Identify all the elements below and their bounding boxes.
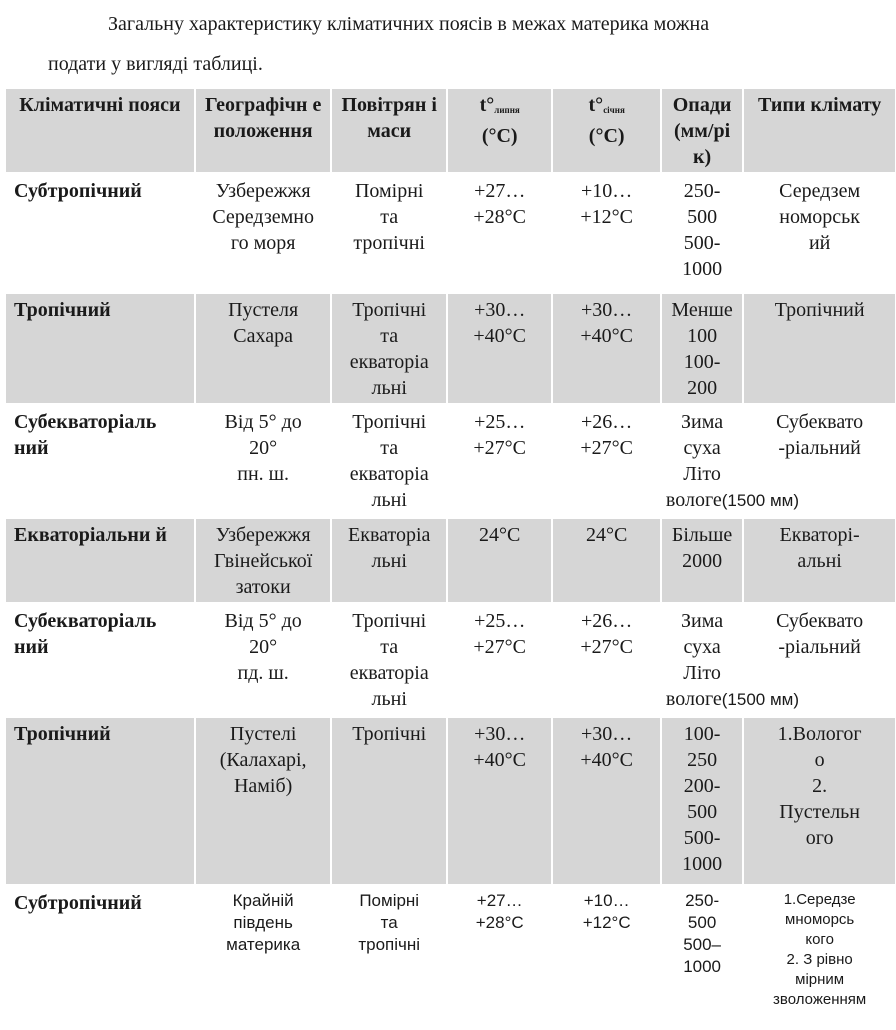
tjul-line: +28°C xyxy=(473,206,527,228)
precip-line: 200- xyxy=(683,775,721,797)
tjan-line: +12°C xyxy=(580,206,633,228)
air-line: та xyxy=(380,636,399,658)
precip-line: 500- xyxy=(683,232,721,254)
zone-cell: Тропічний xyxy=(6,294,194,403)
precip-cell xyxy=(662,519,742,602)
type-line: о xyxy=(814,749,825,771)
geo-cell xyxy=(196,605,331,715)
header-geo: Географічн е положення xyxy=(196,89,331,172)
header-t-july xyxy=(448,89,551,172)
air-cell xyxy=(332,605,446,715)
t-july-cell xyxy=(448,294,551,403)
t-july-cell xyxy=(448,718,551,884)
precip-line: 1000 xyxy=(682,258,723,280)
air-cell xyxy=(332,175,446,291)
precip-wet-line xyxy=(665,487,800,513)
tjan-line: +40°C xyxy=(580,325,633,347)
precip-wet-label: вологе xyxy=(665,688,722,710)
header-t-jan-sub: січня xyxy=(603,105,625,115)
air-cell xyxy=(332,406,446,516)
t-july-cell xyxy=(448,406,551,516)
tjul-line: +30… xyxy=(474,299,526,321)
tjul-line: +25… xyxy=(474,411,526,433)
air-line: льні xyxy=(371,489,407,511)
precip-line: 500 xyxy=(687,913,717,932)
precip-line: суха xyxy=(683,437,721,459)
type-line: Тропічний xyxy=(774,299,865,321)
air-line: та xyxy=(380,325,399,347)
tjul-line: +30… xyxy=(474,723,526,745)
precip-line: 250- xyxy=(683,180,721,202)
geo-line: (Калахарі, xyxy=(219,749,307,771)
geo-cell xyxy=(196,406,331,516)
air-cell xyxy=(332,887,446,1027)
geo-line: 20° xyxy=(249,437,278,459)
precip-line: 100 xyxy=(687,325,718,347)
precip-line: 2000 xyxy=(682,550,723,572)
geo-line: Пустеля xyxy=(228,299,299,321)
table-row xyxy=(6,605,895,715)
type-line: номорськ xyxy=(779,206,860,228)
tjul-line: +40°C xyxy=(473,325,527,347)
tjul-line: +27°C xyxy=(473,636,527,658)
tjan-line: +26… xyxy=(581,411,633,433)
tjan-line: +27°C xyxy=(580,636,633,658)
precip-line: 100- xyxy=(683,351,721,373)
air-line: льні xyxy=(371,377,407,399)
air-cell xyxy=(332,718,446,884)
type-line: -ріальний xyxy=(778,636,861,658)
precip-line: Більше xyxy=(671,524,733,546)
precip-line: 200 xyxy=(687,377,718,399)
geo-line: материка xyxy=(226,935,301,954)
type-line: 1.Вологог xyxy=(777,723,862,745)
air-line: та xyxy=(380,206,399,228)
air-line: екваторіа xyxy=(349,351,429,373)
tjan-line: +12°C xyxy=(582,913,631,932)
zone-cell: Субтропічний xyxy=(6,175,194,291)
precip-cell xyxy=(662,294,742,403)
precip-wet-line xyxy=(665,686,800,712)
tjul-line: +27… xyxy=(474,180,526,202)
header-t-july-unit: (°C) xyxy=(481,125,518,147)
precip-line: 100- xyxy=(683,723,721,745)
type-line: Середзем xyxy=(779,180,861,202)
header-t-july-sub: липня xyxy=(494,105,520,115)
geo-line: Наміб) xyxy=(233,775,293,797)
geo-line: Пустелі xyxy=(229,723,297,745)
geo-line: Сахара xyxy=(233,325,293,347)
header-zone: Кліматичні пояси xyxy=(6,89,194,172)
precip-cell xyxy=(662,887,742,1027)
type-line: мноморсь xyxy=(785,911,855,928)
geo-line: пн. ш. xyxy=(237,463,290,485)
climate-type-cell xyxy=(744,175,895,291)
t-july-cell xyxy=(448,887,551,1027)
precip-line: 1000 xyxy=(682,853,723,875)
table-row xyxy=(6,887,895,1027)
tjul-line: +27… xyxy=(476,891,523,910)
precip-line: 250 xyxy=(687,749,718,771)
geo-line: го моря xyxy=(230,232,296,254)
type-line: альні xyxy=(797,550,842,572)
t-jan-cell xyxy=(553,887,659,1027)
tjan-line: 24°C xyxy=(586,524,628,546)
t-july-cell xyxy=(448,605,551,715)
precip-cell xyxy=(662,605,800,715)
tjan-line: +30… xyxy=(581,723,633,745)
type-line: кого xyxy=(805,931,834,948)
precip-line: 250- xyxy=(685,891,720,910)
zone-cell: Субтропічний xyxy=(6,887,194,1027)
geo-line: Крайній xyxy=(232,891,294,910)
geo-line: затоки xyxy=(235,576,291,598)
geo-line: 20° xyxy=(249,636,278,658)
type-line: 2. З рівно xyxy=(786,951,853,968)
air-cell xyxy=(332,294,446,403)
precip-line: 500 xyxy=(687,206,718,228)
zone-cell: Субекваторіаль ний xyxy=(6,406,194,516)
intro-line-1: Загальну характеристику кліматичних поясів в межах материка можна xyxy=(108,13,710,35)
type-line: Пустельн xyxy=(779,801,861,823)
table-header-row xyxy=(6,89,895,172)
header-t-jan-main: t° xyxy=(588,94,604,116)
tjul-line: +28°C xyxy=(475,913,524,932)
precip-line: 1000 xyxy=(683,957,722,976)
geo-line: Гвінейської xyxy=(213,550,313,572)
air-line: Тропічні xyxy=(352,411,427,433)
zone-cell: Екваторіальни й xyxy=(6,519,194,602)
tjul-line: +27°C xyxy=(473,437,527,459)
precip-cell xyxy=(662,175,742,291)
zone-cell: Субекваторіаль ний xyxy=(6,605,194,715)
air-line: Тропічні xyxy=(352,610,427,632)
tjan-line: +27°C xyxy=(580,437,633,459)
air-line: льні xyxy=(371,688,407,710)
air-line: тропічні xyxy=(358,935,421,954)
air-line: тропічні xyxy=(353,232,425,254)
climate-table xyxy=(4,86,896,1030)
t-jan-cell xyxy=(553,519,659,602)
precip-line: 500 xyxy=(687,801,718,823)
header-t-jan xyxy=(553,89,659,172)
precip-wet-label: вологе xyxy=(665,489,722,511)
geo-line: південь xyxy=(233,913,293,932)
geo-line: Від 5° до xyxy=(224,610,302,632)
geo-line: Середземно xyxy=(212,206,314,228)
type-line: ий xyxy=(808,232,831,254)
table-row xyxy=(6,406,895,516)
header-t-jan-unit: (°C) xyxy=(588,125,625,147)
table-row xyxy=(6,175,895,291)
type-line: Субеквато xyxy=(776,411,864,433)
t-jan-cell xyxy=(553,294,659,403)
type-line: зволоженням xyxy=(773,991,867,1008)
air-line: екваторіа xyxy=(349,463,429,485)
geo-line: Від 5° до xyxy=(224,411,302,433)
type-line: 2. xyxy=(812,775,828,797)
t-jan-cell xyxy=(553,605,659,715)
air-line: льні xyxy=(371,550,407,572)
precip-amount: (1500 мм) xyxy=(721,690,800,709)
geo-line: Узбережжя xyxy=(215,180,311,202)
type-line: мірним xyxy=(795,971,845,988)
air-line: та xyxy=(380,913,398,932)
precip-cell xyxy=(662,718,742,884)
air-line: Тропічні xyxy=(352,299,427,321)
geo-cell xyxy=(196,294,331,403)
geo-cell xyxy=(196,175,331,291)
header-air: Повітрян і маси xyxy=(332,89,446,172)
air-line: екваторіа xyxy=(349,662,429,684)
climate-type-cell xyxy=(744,519,895,602)
precip-line: 500– xyxy=(683,935,722,954)
air-line: Помірні xyxy=(354,180,424,202)
table-row xyxy=(6,294,895,403)
tjan-line: +30… xyxy=(581,299,633,321)
air-cell xyxy=(332,519,446,602)
precip-amount: (1500 мм) xyxy=(721,491,800,510)
tjan-line: +40°C xyxy=(580,749,633,771)
geo-cell xyxy=(196,519,331,602)
tjul-line: 24°C xyxy=(479,524,521,546)
header-type: Типи клімату xyxy=(744,89,895,172)
intro-paragraph xyxy=(0,0,896,84)
precip-line: Менше xyxy=(671,299,733,321)
precip-line: Зима xyxy=(681,411,724,433)
climate-type-cell xyxy=(744,718,895,884)
geo-line: Узбережжя xyxy=(215,524,311,546)
t-jan-cell xyxy=(553,718,659,884)
geo-cell xyxy=(196,887,331,1027)
air-line: Екваторіа xyxy=(348,524,431,546)
type-line: -ріальний xyxy=(778,437,861,459)
tjul-line: +40°C xyxy=(473,749,527,771)
header-precip: Опади (мм/рі к) xyxy=(662,89,742,172)
zone-cell: Тропічний xyxy=(6,718,194,884)
intro-line-2: подати у вигляді таблиці. xyxy=(48,53,263,75)
air-line: Помірні xyxy=(359,891,420,910)
geo-line: пд. ш. xyxy=(237,662,289,684)
tjan-line: +10… xyxy=(583,891,630,910)
climate-type-cell xyxy=(744,294,895,403)
climate-type-cell xyxy=(744,887,895,1027)
table-row xyxy=(6,718,895,884)
precip-line: 500- xyxy=(683,827,721,849)
t-jan-cell xyxy=(553,175,659,291)
header-t-july-main: t° xyxy=(479,94,495,116)
type-line: 1.Середзе xyxy=(783,891,856,908)
geo-cell xyxy=(196,718,331,884)
precip-line: Літо xyxy=(683,463,721,485)
tjul-line: +25… xyxy=(474,610,526,632)
tjan-line: +26… xyxy=(581,610,633,632)
precip-line: Літо xyxy=(683,662,721,684)
t-july-cell xyxy=(448,519,551,602)
tjan-line: +10… xyxy=(581,180,633,202)
t-jan-cell xyxy=(553,406,659,516)
type-line: Субеквато xyxy=(776,610,864,632)
precip-line: Зима xyxy=(681,610,724,632)
table-row xyxy=(6,519,895,602)
air-line: Тропічні xyxy=(352,723,427,745)
t-july-cell xyxy=(448,175,551,291)
air-line: та xyxy=(380,437,399,459)
precip-cell xyxy=(662,406,800,516)
type-line: Екваторі- xyxy=(779,524,860,546)
precip-line: суха xyxy=(683,636,721,658)
type-line: ого xyxy=(805,827,834,849)
